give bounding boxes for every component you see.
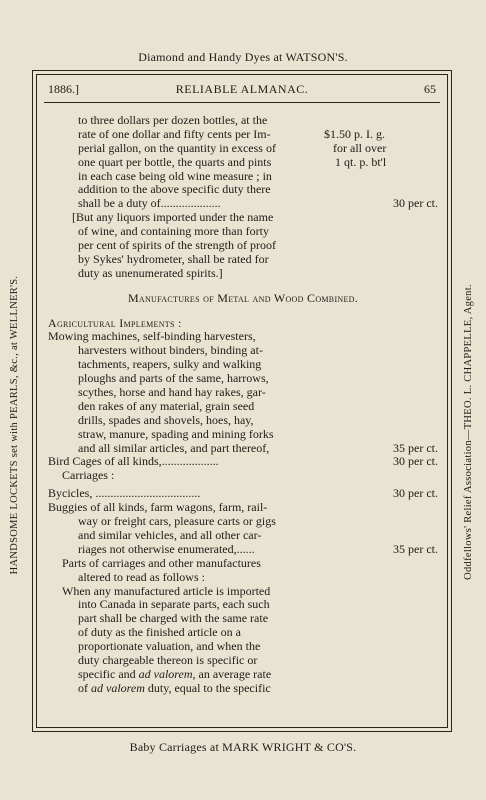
text-fragment: , an average rate [192,666,272,681]
tariff-text [48,114,438,696]
italic-term: ad valorem [91,680,145,695]
text-line: addition to the above specific duty there [78,182,271,197]
text-line: den rakes of any material, grain seed [78,398,255,413]
text-line: part shall be charged with the same rate [78,611,269,626]
spacer [48,306,438,317]
text-line: Mowing machines, self-binding harvesters, [48,329,256,344]
text-fragment: of [78,680,91,695]
text-line: Bird Cages of all kinds,................... [48,454,219,469]
text-line: Buggies of all kinds, farm wagons, farm, rail- [48,500,268,515]
text-line: harvesters without binders, binding at- [78,343,263,358]
duty-rate: 35 per ct. [393,541,438,556]
italic-term: ad valorem [138,666,193,681]
text-line: rate of one dollar and fifty cents per Im- [78,126,271,141]
header-rule [44,102,440,103]
text-line: into Canada in separate parts, each such [78,597,270,612]
left-side-advertisement: HANDSOME LOCKETS set with PEARLS, &c., at WELLNER'S. [9,275,20,575]
section-heading: Manufactures of Metal and Wood Combined. [127,290,359,305]
text-line: to three dollars per dozen bottles, at the [78,113,268,127]
text-line: way or freight cars, pleasure carts or gigs [78,514,276,529]
text-line [78,682,271,696]
text-line: When any manufactured article is imported [62,583,271,598]
text-line: and all similar articles, and part thereof, [78,440,270,455]
text-line: altered to read as follows : [78,569,205,584]
text-line: in each case being old wine measure ; in [78,168,272,183]
duty-rate: for all over [333,140,387,155]
duty-rate: $1.50 p. I. g. [324,126,385,141]
subheading-agricultural: Agricultural Implements : [48,315,182,330]
text-line: scythes, horse and hand hay rakes, gar- [78,385,266,400]
text-line: and similar vehicles, and all other car- [78,527,262,542]
right-side-advertisement: Oddfellows' Relief Association—THEO. L. CHAPPELLE, Agent. [463,284,474,580]
duty-rate: 35 per ct. [393,440,438,455]
text-fragment: duty, equal to the specific [144,680,271,695]
text-line: drills, spades and shovels, hoes, hay, [78,412,254,427]
text-line: riages not otherwise enumerated,...... [78,541,255,556]
header-title: RELIABLE ALMANAC. [175,82,309,96]
top-advertisement: Diamond and Handy Dyes at WATSON'S. [138,50,348,64]
text-line [78,668,271,682]
text-line: perial gallon, on the quantity in excess of [78,140,276,155]
text-line: duty chargeable thereon is specific or [78,652,258,667]
text-line: per cent of spirits of the strength of proof [78,238,276,253]
page-number: 65 [424,82,436,96]
text-line: of wine, and containing more than forty [78,224,269,239]
text-line: one quart per bottle, the quarts and pints [78,154,272,169]
text-line: of duty as the finished article on a [78,625,241,640]
text-line: proportionate valuation, and when the [78,639,261,654]
duty-rate: 30 per ct. [393,196,438,211]
text-line: tachments, reapers, sulky and walking [78,357,262,372]
duty-rate: 1 qt. p. bt'l [335,154,387,169]
bottom-advertisement: Baby Carriages at MARK WRIGHT & CO'S. [129,740,357,754]
text-line: Bycicles, ................................... [48,486,201,501]
text-line: by Sykes' hydrometer, shall be rated for [78,251,269,266]
duty-rate: 30 per ct. [393,486,438,501]
text-line: [But any liquors imported under the name [72,210,274,225]
duty-rate: 30 per ct. [393,454,438,469]
running-header [48,82,436,98]
text-line: Parts of carriages and other manufactures [62,555,261,570]
text-line: shall be a duty of.................... [78,196,221,211]
text-line: duty as unenumerated spirits.] [78,265,223,280]
subheading-carriages: Carriages : [62,468,115,483]
text-line: ploughs and parts of the same, harrows, [78,371,269,386]
text-fragment: specific and [78,666,139,681]
text-line: straw, manure, spading and mining forks [78,426,274,441]
header-year: 1886.] [48,82,79,96]
